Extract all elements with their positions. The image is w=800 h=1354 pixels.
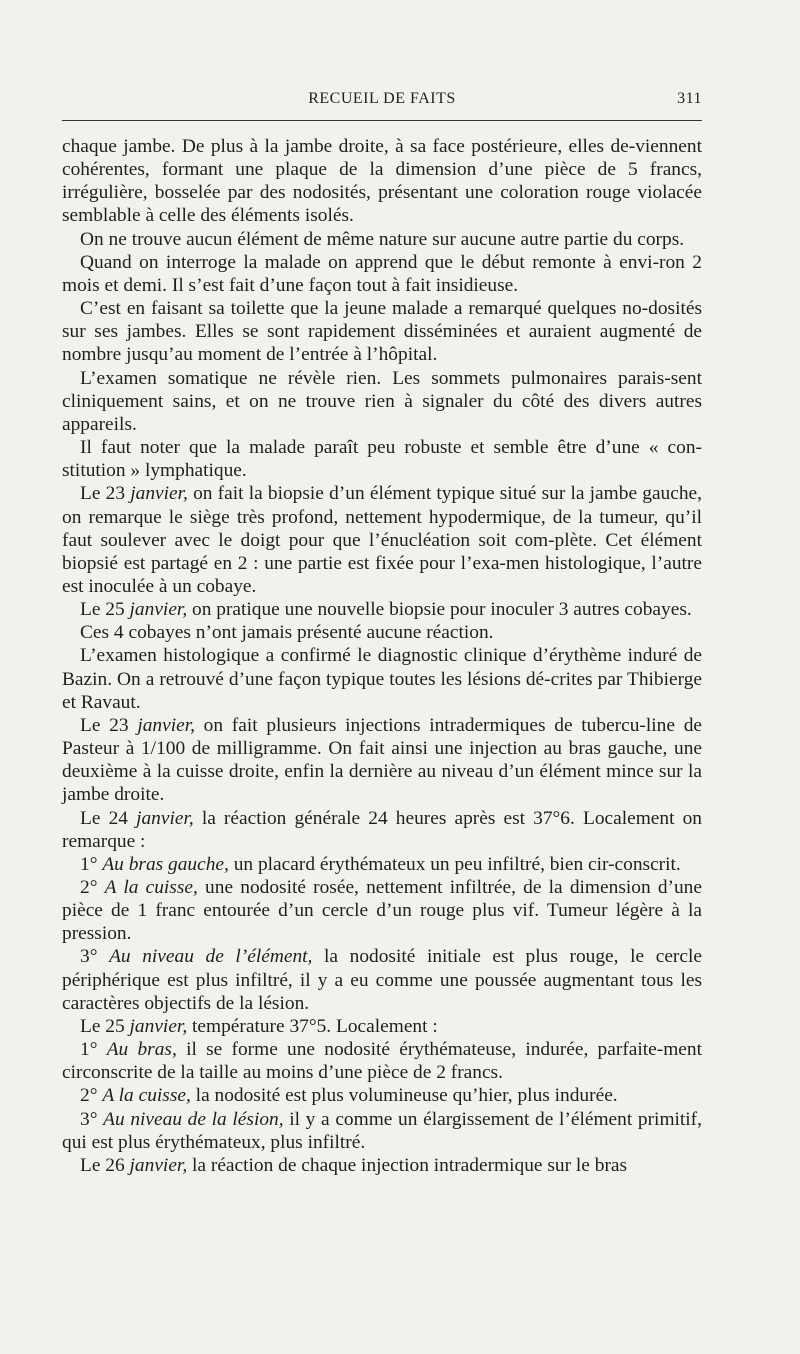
italic-run: janvier,: [137, 714, 195, 736]
text-run: Le 23: [80, 714, 138, 736]
paragraph: [62, 297, 702, 366]
paragraph: [62, 598, 702, 621]
text-run: la nodosité est plus volumineuse qu’hier, plus indurée.: [190, 1085, 618, 1107]
italic-run: A la cuisse,: [104, 877, 198, 898]
text-run: On ne trouve aucun élément de même nature sur aucune autre partie du corps.: [80, 228, 685, 250]
running-header: [62, 86, 702, 116]
text-run: Le 24: [80, 807, 137, 829]
paragraph: [62, 807, 702, 853]
paragraph: [62, 482, 702, 598]
text-run: Il faut noter que la malade paraît peu robuste et semble être d’une « con-stitution » lymphatique.: [62, 437, 702, 482]
paragraph: [62, 1038, 702, 1084]
text-run: 2°: [80, 1085, 103, 1107]
italic-run: Au bras,: [106, 1039, 177, 1061]
italic-run: janvier,: [136, 807, 194, 829]
text-run: Le 23: [80, 483, 131, 505]
text-run: il y a comme un élargissement de l’élément primitif, qui est plus érythémateux, plus infiltré.: [62, 1108, 702, 1153]
header-rule: [62, 120, 702, 121]
text-run: on fait la biopsie d’un élément typique situé sur la jambe gauche, on remarque le siège très profond, nettement hypodermique, de la tumeur, qu’il faut soulever avec le doigt pour que l’énucléation soit com-plète. Cet élément biopsié est partagé en 2 : une partie est fixée pour l’exa-men histologique, l’autre est inoculée à un cobaye.: [62, 483, 702, 597]
italic-run: Au bras gauche,: [102, 853, 229, 875]
text-run: chaque jambe. De plus à la jambe droite, à sa face postérieure, elles de-viennent cohérentes, formant une plaque de la dimension d’une pièce de 5 francs, irrégulière, bosselée par des nodosités, présentant une coloration rouge violacée semblable à celle des éléments isolés.: [62, 136, 702, 227]
paragraph: [62, 135, 702, 228]
running-title: RECUEIL DE FAITS: [308, 90, 456, 107]
text-run: Ces 4 cobayes n’ont jamais présenté aucune réaction.: [80, 622, 494, 644]
text-run: Le 26: [80, 1154, 130, 1176]
italic-run: janvier,: [130, 483, 188, 505]
paragraph: [62, 1154, 702, 1177]
text-run: L’examen somatique ne révèle rien. Les sommets pulmonaires parais-sent cliniquement sains, et on ne trouve rien à signaler du côté des divers autres appareils.: [62, 367, 702, 435]
italic-run: janvier,: [129, 1015, 188, 1037]
text-run: 1°: [80, 1039, 107, 1061]
text-run: Le 25: [80, 1015, 130, 1037]
paragraph: [62, 621, 702, 644]
text-run: 1°: [80, 853, 103, 875]
italic-run: A la cuisse,: [102, 1085, 191, 1107]
paragraph: [62, 1108, 702, 1154]
text-run: un placard érythémateux un peu infiltré, bien cir-conscrit.: [228, 853, 681, 875]
body-text: [62, 135, 702, 1177]
text-run: la nodosité initiale est plus rouge, le cercle périphérique est plus infiltré, il y a eu comme une poussée augmentant tous les caractères objectifs de la lésion.: [62, 946, 702, 1014]
paragraph: [62, 367, 702, 436]
paragraph: [62, 1015, 702, 1038]
paragraph: [62, 876, 702, 945]
paragraph: [62, 644, 702, 713]
paragraph: [62, 853, 702, 876]
paragraph: [62, 1084, 702, 1107]
text-run: température 37°5. Localement :: [187, 1015, 438, 1037]
italic-run: Au niveau de l’élément,: [109, 946, 313, 968]
paragraph: [62, 436, 702, 482]
text-run: la réaction générale 24 heures après est 37°6. Localement on remarque :: [62, 807, 702, 852]
text-run: on pratique une nouvelle biopsie pour inoculer 3 autres cobayes.: [187, 599, 692, 621]
italic-run: janvier,: [129, 599, 188, 621]
text-run: Le 25: [80, 599, 130, 621]
text-run: C’est en faisant sa toilette que la jeune malade a remarqué quelques no-dosités sur ses jambes. Elles se sont rapidement disséminées et auraient augmenté de nombre jusqu’au moment de l’entrée à l’hôpital.: [62, 298, 702, 366]
paragraph: [62, 945, 702, 1014]
italic-run: janvier,: [129, 1154, 188, 1176]
text-run: 2°: [80, 877, 105, 898]
text-run: L’examen histologique a confirmé le diagnostic clinique d’érythème induré de Bazin. On a retrouvé d’une façon typique toutes les lésions dé-crites par Thibierge et Ravaut.: [62, 645, 702, 713]
paragraph: [62, 251, 702, 297]
text-run: une nodosité rosée, nettement infiltrée, de la dimension d’une pièce de 1 franc entourée d’un cercle d’un rouge plus vif. Tumeur légère à la pression.: [62, 877, 702, 945]
text-run: 3°: [80, 1108, 104, 1130]
paragraph: [62, 228, 702, 251]
text-run: on fait plusieurs injections intradermiques de tubercu-line de Pasteur à 1/100 de milligramme. On fait ainsi une injection au bras gauche, une deuxième à la cuisse droite, enfin la dernière au niveau d’un élément mince sur la jambe droite.: [62, 714, 702, 806]
text-run: Quand on interroge la malade on apprend que le début remonte à envi-ron 2 mois et demi. Il s’est fait d’une façon tout à fait insidieuse.: [62, 251, 702, 296]
text-run: la réaction de chaque injection intradermique sur le bras: [187, 1154, 628, 1176]
text-run: il se forme une nodosité érythémateuse, indurée, parfaite-ment circonscrite de la taille au moins d’une pièce de 2 francs.: [62, 1039, 702, 1084]
italic-run: Au niveau de la lésion,: [103, 1108, 284, 1130]
document-page: [62, 86, 702, 1177]
page-number: 311: [677, 90, 702, 107]
paragraph: [62, 714, 702, 807]
text-run: 3°: [80, 946, 110, 968]
